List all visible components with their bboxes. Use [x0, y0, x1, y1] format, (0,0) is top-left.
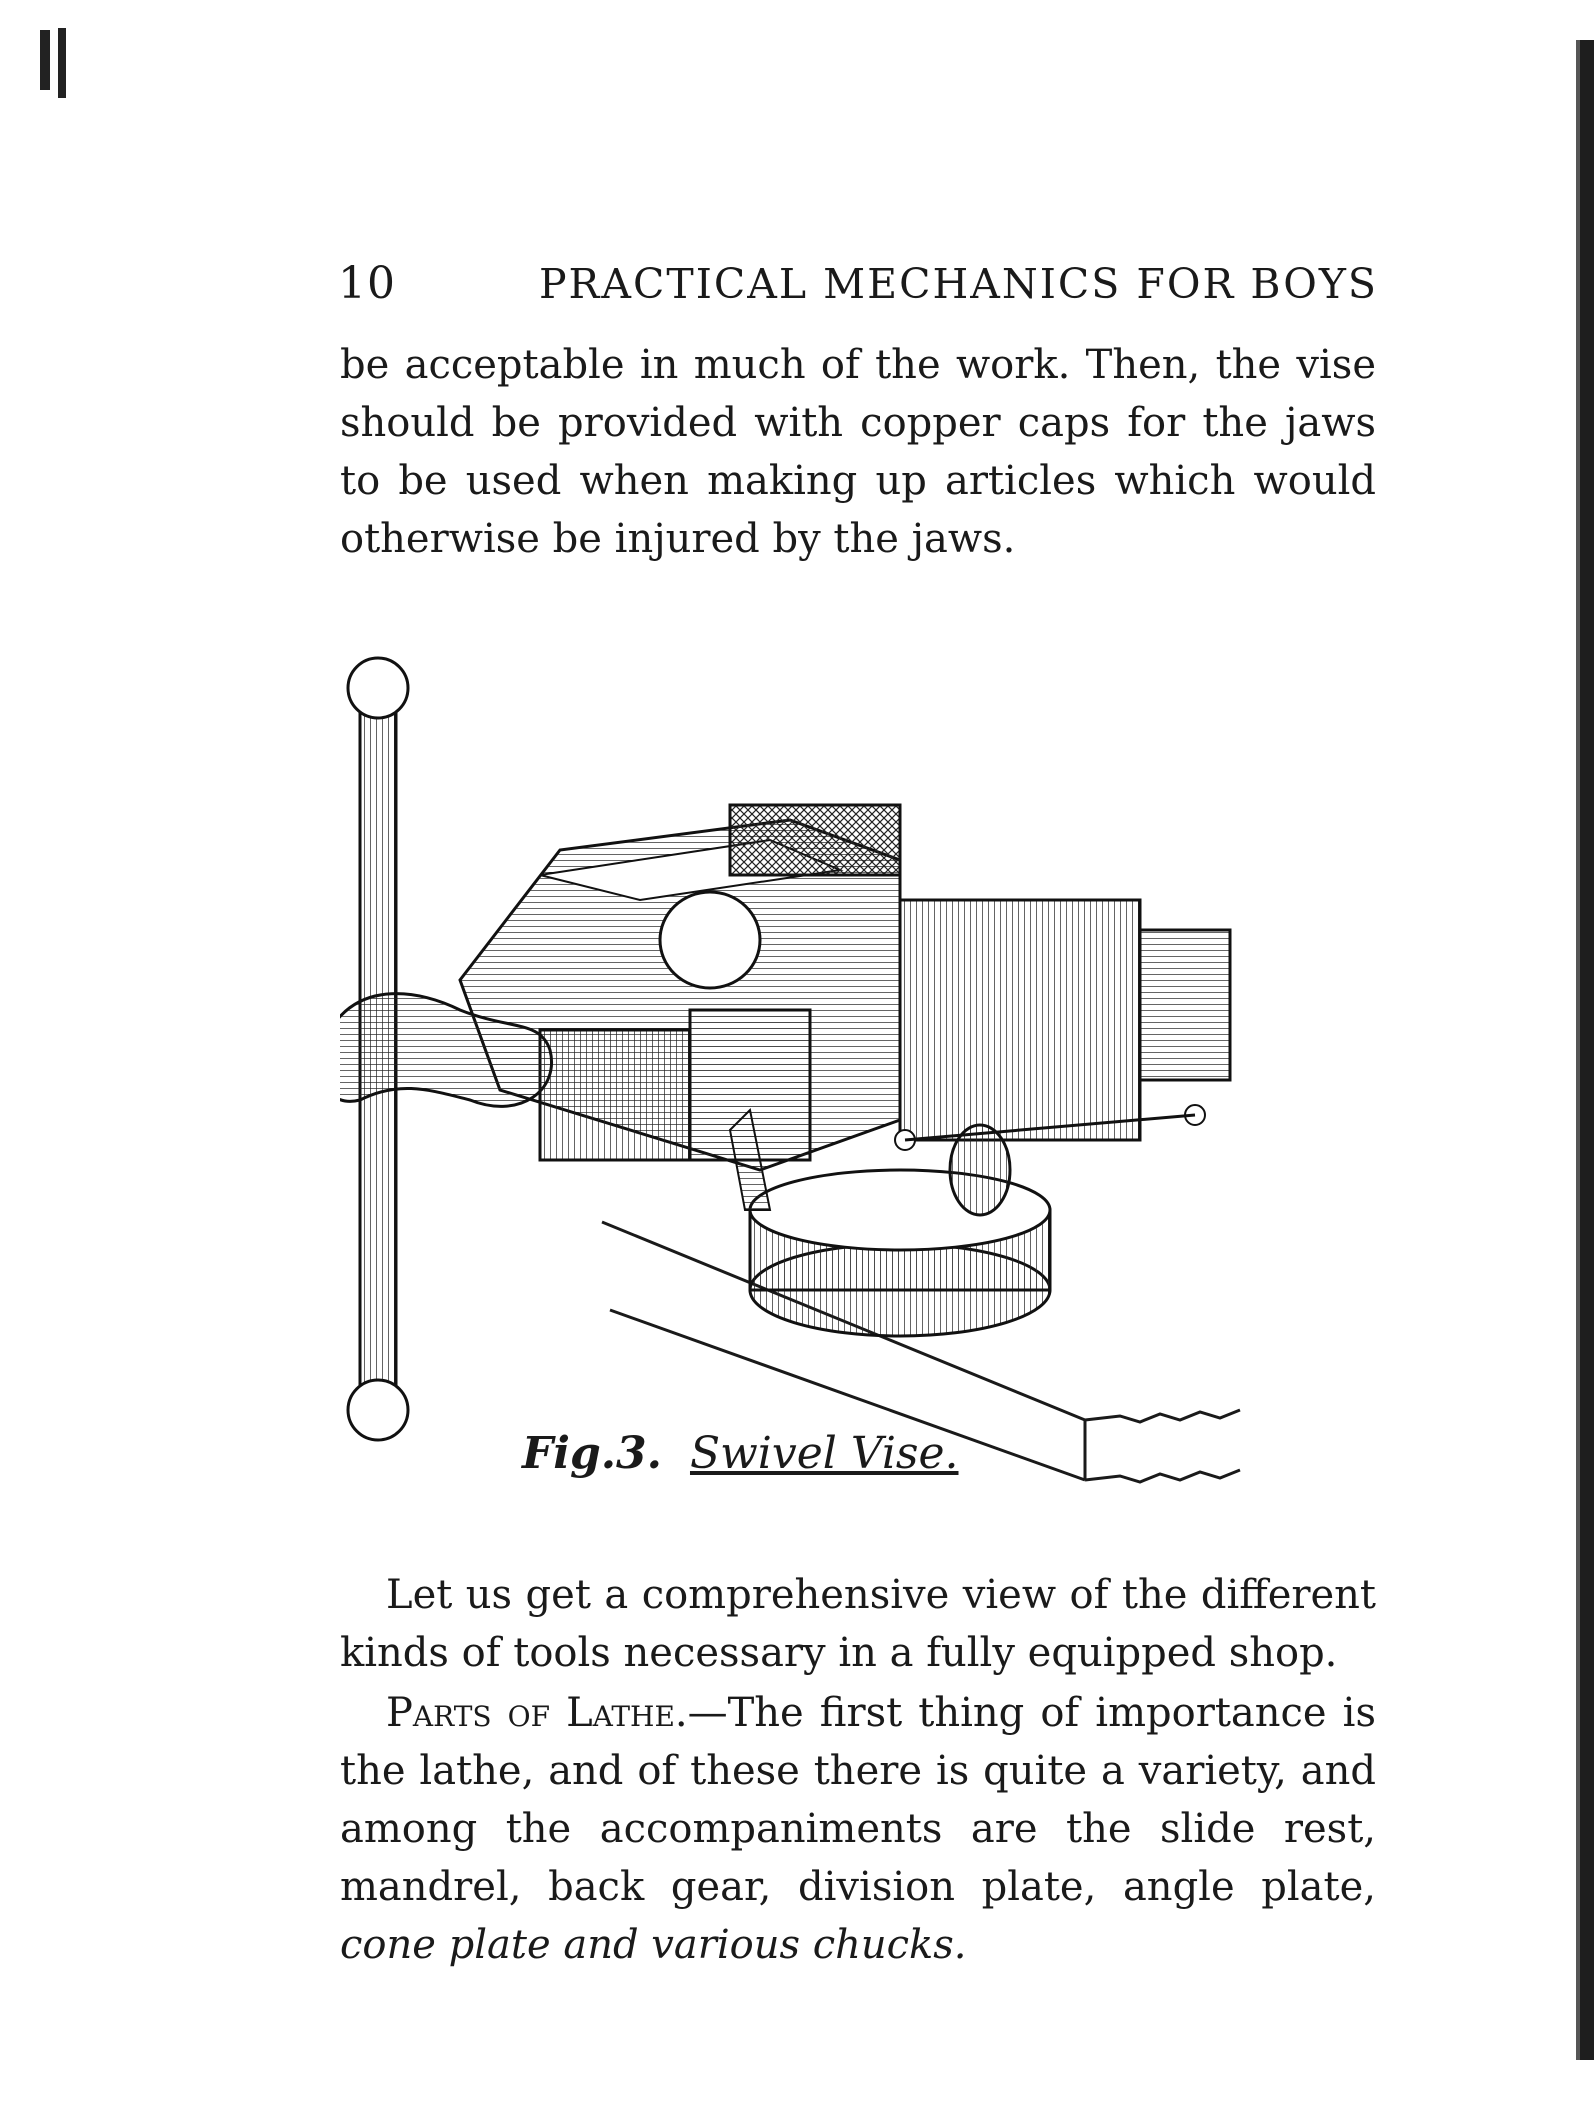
- paragraph-parts-of-lathe: [340, 1684, 1376, 1974]
- figure-name: Swivel Vise.: [689, 1428, 959, 1479]
- paragraph-italic-tail: cone plate and various chucks.: [340, 1922, 967, 1968]
- section-heading: Parts of Lathe.: [386, 1690, 688, 1736]
- vise-body: [460, 805, 1230, 1215]
- figure-label: Fig.3.: [522, 1428, 662, 1479]
- paragraph-vise-caps: be acceptable in much of the work. Then, the vise should be provided with copper caps for the jaws to be used when making up articles which would otherwise be injured by the jaws.: [340, 342, 1376, 562]
- figure-caption: [522, 1428, 959, 1479]
- scan-mark: [58, 28, 66, 98]
- scan-mark: [40, 30, 50, 90]
- vise-handle: [340, 658, 552, 1440]
- page-number: 10: [338, 258, 396, 309]
- paragraph-body: —The first thing of importance is the lathe, and of these there is quite a variety, and among the accompaniments are the slide rest, mandrel, back gear, division plate, angle plate,: [340, 1690, 1376, 1910]
- running-title: PRACTICAL MECHANICS FOR BOYS: [538, 260, 1378, 308]
- swivel-vise-illustration: [340, 650, 1320, 1530]
- paragraph-comprehensive-view: Let us get a comprehensive view of the different kinds of tools necessary in a fully equipped shop.: [340, 1572, 1376, 1676]
- page-edge: [1580, 40, 1594, 2060]
- running-header: [338, 258, 1378, 309]
